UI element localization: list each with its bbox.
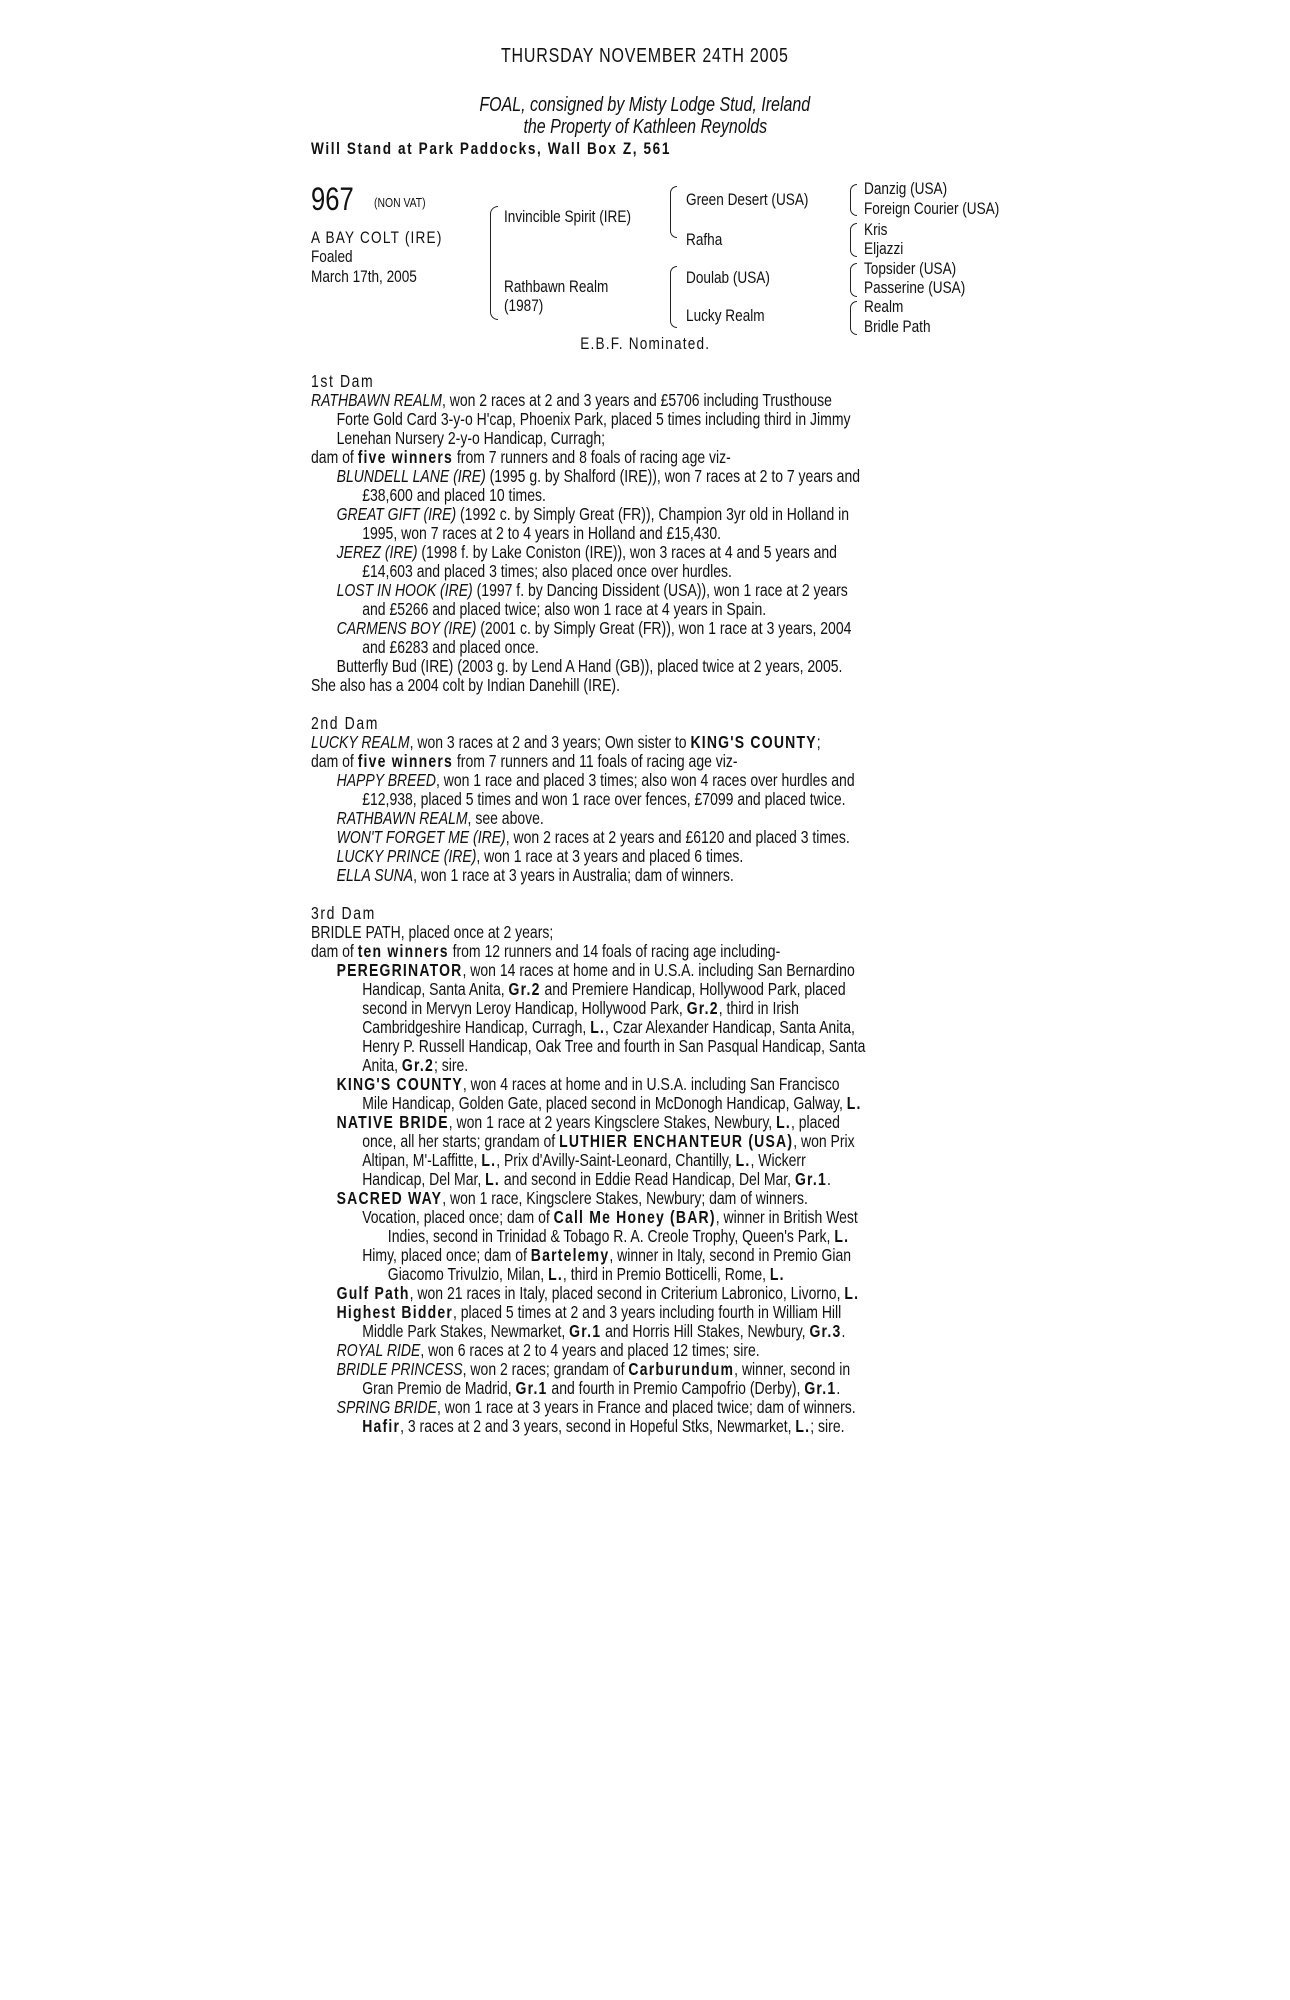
horse-description: A BAY COLT (IRE) <box>311 228 443 247</box>
progeny-entry: WON'T FORGET ME (IRE), won 2 races at 2 years and £6120 and placed 3 times. <box>336 827 850 847</box>
pedigree-brace-sire <box>670 186 677 238</box>
progeny-entry: RATHBAWN REALM, see above. <box>336 808 544 828</box>
ebf-nominated: E.B.F. Nominated. <box>579 334 710 353</box>
pedigree-sire-dam: Rafha <box>686 230 723 249</box>
second-dam-line: LUCKY REALM, won 3 races at 2 and 3 years; Own sister to KING'S COUNTY; <box>311 732 821 752</box>
progeny-entry: PEREGRINATOR, won 14 races at home and in U.S.A. including San Bernardino <box>336 960 855 980</box>
pedigree-brace-gg1 <box>850 184 857 216</box>
second-dam-heading: 2nd Dam <box>311 713 380 733</box>
pedigree-gg3: Kris <box>864 220 888 239</box>
pedigree-dam-sire: Doulab (USA) <box>686 268 770 287</box>
progeny-entry: 1995, won 7 races at 2 to 4 years in Holland and £15,430. <box>362 523 721 543</box>
progeny-entry: BLUNDELL LANE (IRE) (1995 g. by Shalford (IRE)), won 7 races at 2 to 7 years and <box>336 466 861 486</box>
lot-number: 967 <box>311 181 354 217</box>
progeny-entry: Henry P. Russell Handicap, Oak Tree and fourth in San Pasqual Handicap, Santa <box>362 1036 866 1056</box>
progeny-entry: second in Mervyn Leroy Handicap, Hollywood Park, Gr.2, third in Irish <box>362 998 799 1018</box>
vat-status: (NON VAT) <box>374 195 426 210</box>
third-dam-heading: 3rd Dam <box>311 903 376 923</box>
first-dam-produce-summary: dam of five winners from 7 runners and 8 foals of racing age viz- <box>311 447 731 467</box>
progeny-entry: Altipan, M'-Laffitte, L., Prix d'Avilly-Saint-Leonard, Chantilly, L., Wickerr <box>362 1150 806 1170</box>
first-dam-line: Lenehan Nursery 2-y-o Handicap, Curragh; <box>336 428 606 448</box>
pedigree-brace-parents <box>490 206 498 320</box>
progeny-entry: Hafir, 3 races at 2 and 3 years, second in Hopeful Stks, Newmarket, L.; sire. <box>362 1416 845 1436</box>
property-line: the Property of Kathleen Reynolds <box>523 116 767 138</box>
pedigree-gg4: Eljazzi <box>864 239 904 258</box>
progeny-entry: Giacomo Trivulzio, Milan, L., third in Premio Botticelli, Rome, L. <box>387 1264 785 1284</box>
pedigree-gg2: Foreign Courier (USA) <box>864 199 1000 218</box>
progeny-entry: Middle Park Stakes, Newmarket, Gr.1 and Horris Hill Stakes, Newbury, Gr.3. <box>362 1321 846 1341</box>
pedigree-dam-year: (1987) <box>504 296 544 315</box>
progeny-entry: £12,938, placed 5 times and won 1 race over fences, £7099 and placed twice. <box>362 789 846 809</box>
pedigree-sire-sire: Green Desert (USA) <box>686 190 809 209</box>
progeny-entry: HAPPY BREED, won 1 race and placed 3 times; also won 4 races over hurdles and <box>336 770 855 790</box>
progeny-entry: Anita, Gr.2; sire. <box>362 1055 469 1075</box>
progeny-entry: SACRED WAY, won 1 race, Kingsclere Stakes, Newbury; dam of winners. <box>336 1188 808 1208</box>
pedigree-gg8: Bridle Path <box>864 317 931 336</box>
progeny-entry: ROYAL RIDE, won 6 races at 2 to 4 years and placed 12 times; sire. <box>336 1340 760 1360</box>
progeny-entry: SPRING BRIDE, won 1 race at 3 years in France and placed twice; dam of winners. <box>336 1397 856 1417</box>
progeny-entry: She also has a 2004 colt by Indian Danehill (IRE). <box>311 675 620 695</box>
sale-date: THURSDAY NOVEMBER 24TH 2005 <box>501 45 789 67</box>
pedigree-gg7: Realm <box>864 297 904 316</box>
pedigree-brace-dam <box>670 266 677 328</box>
pedigree-gg6: Passerine (USA) <box>864 278 966 297</box>
pedigree-brace-gg4 <box>850 301 857 335</box>
progeny-entry: Mile Handicap, Golden Gate, placed second in McDonogh Handicap, Galway, L. <box>362 1093 862 1113</box>
progeny-entry: £38,600 and placed 10 times. <box>362 485 546 505</box>
consignor-line: FOAL, consigned by Misty Lodge Stud, Ireland <box>479 94 811 116</box>
pedigree-dam-dam: Lucky Realm <box>686 306 765 325</box>
progeny-entry: Butterfly Bud (IRE) (2003 g. by Lend A Hand (GB)), placed twice at 2 years, 2005. <box>336 656 843 676</box>
progeny-entry: CARMENS BOY (IRE) (2001 c. by Simply Great (FR)), won 1 race at 3 years, 2004 <box>336 618 852 638</box>
progeny-entry: LUCKY PRINCE (IRE), won 1 race at 3 years and placed 6 times. <box>336 846 744 866</box>
pedigree-brace-gg3 <box>850 263 857 297</box>
stand-location: Will Stand at Park Paddocks, Wall Box Z, 561 <box>311 139 671 158</box>
third-dam-line: BRIDLE PATH, placed once at 2 years; <box>311 922 554 942</box>
progeny-entry: KING'S COUNTY, won 4 races at home and in U.S.A. including San Francisco <box>336 1074 840 1094</box>
progeny-entry: Handicap, Santa Anita, Gr.2 and Premiere Handicap, Hollywood Park, placed <box>362 979 846 999</box>
progeny-entry: Handicap, Del Mar, L. and second in Eddie Read Handicap, Del Mar, Gr.1. <box>362 1169 831 1189</box>
third-dam-produce-summary: dam of ten winners from 12 runners and 14 foals of racing age including- <box>311 941 781 961</box>
progeny-entry: Gulf Path, won 21 races in Italy, placed second in Criterium Labronico, Livorno, L. <box>336 1283 860 1303</box>
pedigree-dam: Rathbawn Realm <box>504 277 609 296</box>
foaled-label: Foaled <box>311 247 353 266</box>
progeny-entry: £14,603 and placed 3 times; also placed once over hurdles. <box>362 561 732 581</box>
progeny-entry: Vocation, placed once; dam of Call Me Honey (BAR), winner in British West <box>362 1207 858 1227</box>
pedigree-gg5: Topsider (USA) <box>864 259 957 278</box>
foaled-date: March 17th, 2005 <box>311 267 417 286</box>
first-dam-heading: 1st Dam <box>311 371 375 391</box>
progeny-entry: GREAT GIFT (IRE) (1992 c. by Simply Great (FR)), Champion 3yr old in Holland in <box>336 504 850 524</box>
pedigree-notes <box>311 372 1071 1436</box>
pedigree-sire: Invincible Spirit (IRE) <box>504 207 631 226</box>
progeny-entry: ELLA SUNA, won 1 race at 3 years in Australia; dam of winners. <box>336 865 734 885</box>
progeny-entry: Gran Premio de Madrid, Gr.1 and fourth in Premio Campofrio (Derby), Gr.1. <box>362 1378 841 1398</box>
pedigree-gg1: Danzig (USA) <box>864 179 948 198</box>
progeny-entry: BRIDLE PRINCESS, won 2 races; grandam of Carburundum, winner, second in <box>336 1359 851 1379</box>
progeny-entry: once, all her starts; grandam of LUTHIER ENCHANTEUR (USA), won Prix <box>362 1131 855 1151</box>
progeny-entry: Himy, placed once; dam of Bartelemy, winner in Italy, second in Premio Gian <box>362 1245 852 1265</box>
progeny-entry: and £5266 and placed twice; also won 1 race at 4 years in Spain. <box>362 599 767 619</box>
first-dam-line: RATHBAWN REALM, won 2 races at 2 and 3 years and £5706 including Trusthouse <box>311 390 832 410</box>
progeny-entry: Indies, second in Trinidad & Tobago R. A. Creole Trophy, Queen's Park, L. <box>387 1226 850 1246</box>
progeny-entry: JEREZ (IRE) (1998 f. by Lake Coniston (IRE)), won 3 races at 4 and 5 years and <box>336 542 837 562</box>
progeny-entry: Cambridgeshire Handicap, Curragh, L., Czar Alexander Handicap, Santa Anita, <box>362 1017 855 1037</box>
progeny-entry: LOST IN HOOK (IRE) (1997 f. by Dancing Dissident (USA)), won 1 race at 2 years <box>336 580 848 600</box>
pedigree-brace-gg2 <box>850 223 857 257</box>
progeny-entry: NATIVE BRIDE, won 1 race at 2 years Kingsclere Stakes, Newbury, L., placed <box>336 1112 840 1132</box>
progeny-entry: and £6283 and placed once. <box>362 637 539 657</box>
first-dam-line: Forte Gold Card 3-y-o H'cap, Phoenix Park, placed 5 times including third in Jimmy <box>336 409 851 429</box>
progeny-entry: Highest Bidder, placed 5 times at 2 and 3 years including fourth in William Hill <box>336 1302 842 1322</box>
second-dam-produce-summary: dam of five winners from 7 runners and 11 foals of racing age viz- <box>311 751 738 771</box>
